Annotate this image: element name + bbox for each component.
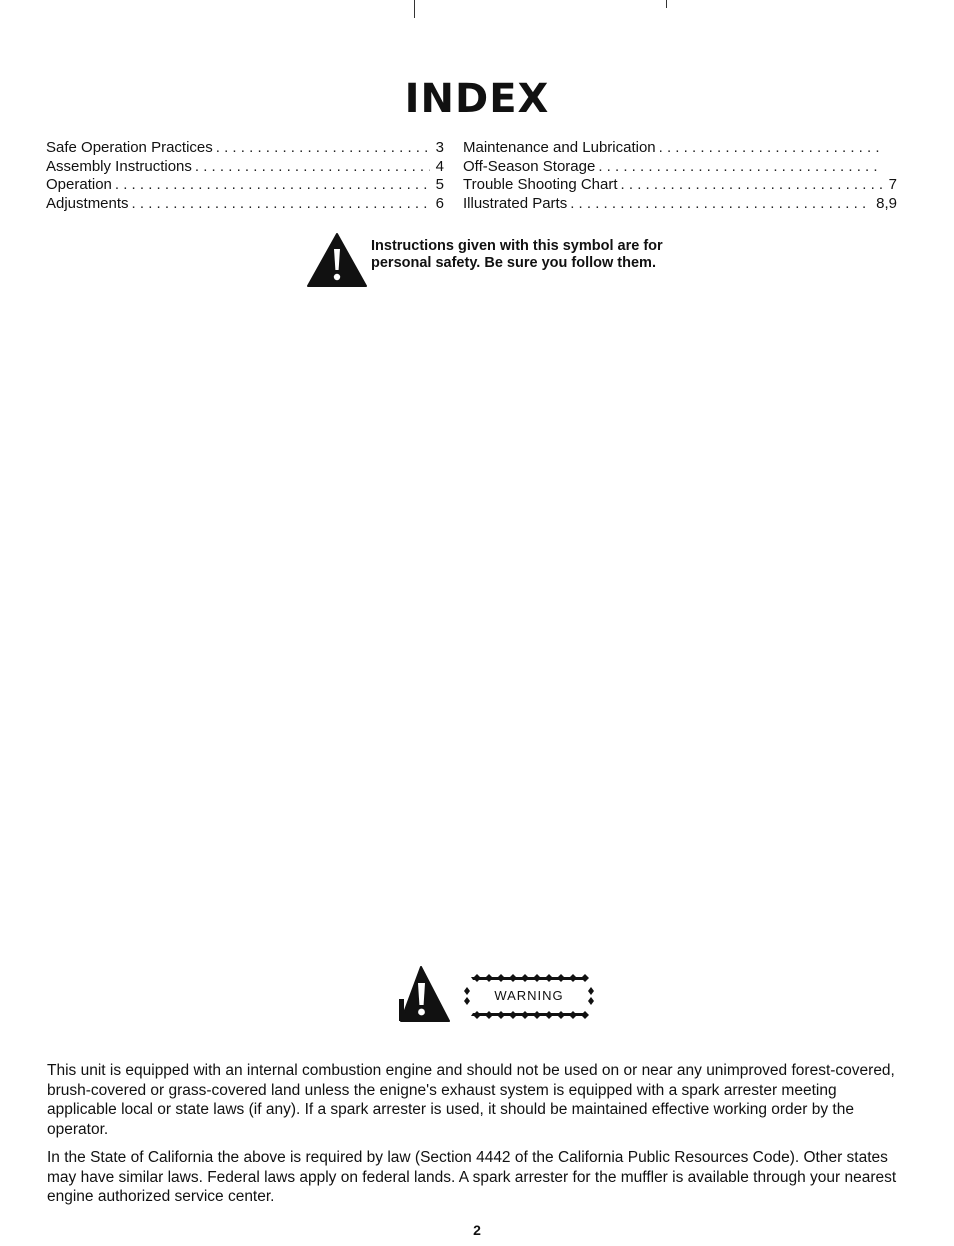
body-paragraph: This unit is equipped with an internal combustion engine and should not be used on or near any unimproved forest-covered, brush-covered or grass-covered land unless the enigne's exhaust system is equipped with a spark arrester meeting applicable local or state laws (if any). If a spark arrester is used, it should be maintained effective working order by the operator. xyxy=(47,1062,895,1138)
index-column-right xyxy=(463,139,897,213)
dot-leader xyxy=(216,139,430,158)
index-entry xyxy=(463,158,897,177)
safety-note-text: Instructions given with this symbol are for personal safety. Be sure you follow them. xyxy=(371,238,663,271)
index-entry-page: 6 xyxy=(435,194,444,212)
page-title: INDEX xyxy=(404,76,550,122)
dot-leader xyxy=(659,139,883,158)
index-entry-label: Trouble Shooting Chart xyxy=(463,176,618,193)
index-entry-page: 8,9 xyxy=(876,194,897,212)
warning-triangle-icon xyxy=(397,965,459,1023)
warning-label: WARNING xyxy=(494,988,564,1003)
dot-leader xyxy=(621,176,883,195)
index-entry-page: 4 xyxy=(435,157,444,175)
index-entry xyxy=(46,176,444,195)
safety-alert-triangle-icon xyxy=(306,232,368,288)
warning-banner xyxy=(463,973,595,1019)
page-number: 2 xyxy=(473,1222,481,1238)
dot-leader xyxy=(570,195,870,214)
warning-block xyxy=(397,965,607,1027)
index-entry xyxy=(46,139,444,158)
index-entry-label: Maintenance and Lubrication xyxy=(463,139,656,156)
index-entry xyxy=(463,176,897,195)
dot-leader xyxy=(195,158,430,177)
scan-mark xyxy=(666,0,667,8)
index-entry xyxy=(46,158,444,177)
dot-leader xyxy=(598,158,883,177)
index-entry xyxy=(463,195,897,214)
body-paragraph: In the State of California the above is required by law (Section 4442 of the California Public Resources Code). Other states may have similar laws. Federal laws apply on federal lands. A spark arrester for the muffler is available through your nearest engine authorized service center. xyxy=(47,1149,897,1205)
safety-note xyxy=(306,232,706,296)
index-entry-page: 3 xyxy=(435,139,444,156)
index-entry xyxy=(46,195,444,214)
scan-mark xyxy=(414,0,415,18)
index-entry-page: 7 xyxy=(888,176,897,193)
index-entry-label: Adjustments xyxy=(46,194,129,212)
index-entry-label: Safe Operation Practices xyxy=(46,139,213,156)
dot-leader xyxy=(132,195,430,214)
index-entry-label: Assembly Instructions xyxy=(46,157,192,175)
index-column-left xyxy=(46,139,444,213)
dot-leader xyxy=(115,176,430,195)
index-entry xyxy=(463,139,897,158)
index-entry-page: 5 xyxy=(435,176,444,193)
index-entry-label: Operation xyxy=(46,176,112,193)
index-entry-label: Off-Season Storage xyxy=(463,157,596,175)
index-entry-label: Illustrated Parts xyxy=(463,194,568,212)
